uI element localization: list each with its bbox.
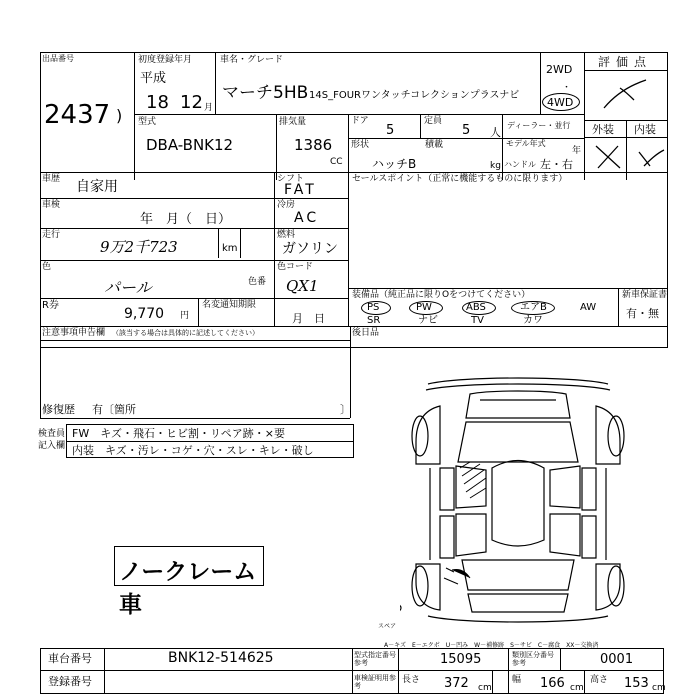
- length-unit: cm: [478, 683, 492, 693]
- ac-label: 冷房: [277, 200, 296, 210]
- handle-label: ハンドル: [504, 160, 536, 169]
- era: 平成: [140, 71, 167, 86]
- yen-unit: 円: [180, 311, 190, 321]
- equip-leather: カワ: [523, 315, 543, 326]
- model-label: 型式: [138, 117, 157, 127]
- type-cert-label: 型式指定番号参考: [354, 651, 396, 667]
- drive-4wd: 4WD: [547, 96, 574, 109]
- equipment-label: 装備品（純正品に限りOをつけてください）: [352, 290, 531, 300]
- cc-unit: CC: [330, 157, 343, 167]
- height: 153: [624, 676, 649, 691]
- class-label: 類別区分番号参考: [512, 651, 554, 667]
- first-reg-month: 12: [180, 92, 203, 113]
- fuel: ガソリン: [282, 241, 338, 257]
- attention-label: 注意事項申告欄: [42, 328, 106, 338]
- mileage-label: 走行: [42, 230, 61, 240]
- shape: ハッチB: [372, 157, 417, 171]
- repair-close: 〕: [340, 403, 351, 416]
- car-name: マーチ5HB: [222, 83, 309, 103]
- first-reg-year: 18: [146, 92, 169, 113]
- car-name-label: 車名・グレード: [220, 55, 284, 65]
- spare-label: スペア: [378, 623, 397, 630]
- kg-unit: kg: [490, 161, 501, 171]
- registration-label: 登録番号: [48, 675, 92, 688]
- sales-point-label: セールスポイント（正常に機能するものに限ります）: [352, 174, 568, 184]
- chassis-label: 車台番号: [48, 652, 92, 665]
- doors: 5: [386, 123, 395, 138]
- inspector-row-1: FW キズ・飛石・ヒビ割・リペア跡・×要: [72, 427, 285, 440]
- fuel-label: 燃料: [277, 230, 296, 240]
- inspection-label: 車検: [42, 200, 61, 210]
- equip-navi: ナビ: [418, 315, 438, 326]
- lot-label: 出品番号: [42, 54, 74, 63]
- equip-abs: ABS: [466, 302, 486, 313]
- inspector-label: 検査員記入欄: [38, 429, 66, 451]
- displacement: 1386: [294, 136, 333, 154]
- recycle-label: R券: [42, 300, 59, 311]
- inspection: 年 月（ 日）: [140, 212, 232, 227]
- length-label: 長さ: [402, 675, 421, 685]
- door-label: ドア: [351, 116, 369, 126]
- class-number: 0001: [600, 652, 634, 667]
- repair-label: 修復歴: [42, 403, 75, 416]
- equip-sr: SR: [367, 315, 381, 326]
- persons-unit: 人: [490, 126, 501, 139]
- lot-number: 2437: [44, 100, 111, 130]
- dealer-label: ディーラー・並行: [507, 121, 571, 130]
- name-change: 月 日: [292, 312, 325, 325]
- drive-2wd: 2WD: [546, 63, 573, 76]
- eval-mark: [600, 76, 650, 114]
- height-unit: cm: [652, 683, 666, 693]
- color-label: 色: [42, 262, 52, 272]
- lot-bracket: ): [116, 106, 123, 125]
- model-year-unit: 年: [572, 146, 582, 156]
- height-label: 高さ: [590, 675, 609, 685]
- first-reg-label: 初度登録年月: [138, 55, 193, 65]
- color-code-label: 色コード: [277, 262, 314, 272]
- drive-dot: ・: [562, 83, 572, 93]
- cert-label: 車検証明用参考: [354, 674, 396, 690]
- capacity-label: 定員: [424, 116, 443, 126]
- width: 166: [540, 676, 565, 691]
- car-grade: 14S_FOURワンタッチコレクションプラスナビ: [309, 90, 520, 101]
- handle: 左・右: [540, 158, 573, 171]
- type-cert: 15095: [440, 652, 482, 667]
- model: DBA-BNK12: [146, 136, 234, 154]
- inspector-row-2: 内装 キズ・汚レ・コゲ・穴・スレ・キレ・破し: [72, 444, 314, 457]
- name-change-label: 名変通知期限: [202, 300, 257, 310]
- warranty-label: 新車保証書: [622, 290, 668, 300]
- load-label: 積載: [425, 140, 444, 150]
- damage-legend: A－キズ E－エクボ U－凹み W－補修跡 S－サビ C－腐食 XX－交換済: [384, 642, 599, 649]
- eval-label: 評価点: [598, 55, 653, 69]
- interior-label: 内装: [634, 123, 656, 136]
- equip-tv: TV: [471, 315, 484, 326]
- repair: 有〔箇所: [92, 403, 136, 416]
- recycle: 9,770: [124, 306, 165, 322]
- later-items-label: 後日品: [352, 328, 380, 338]
- no-claim-stamp: [114, 546, 264, 618]
- width-unit: cm: [570, 683, 584, 693]
- km-unit: km: [222, 243, 238, 254]
- attention-sub: （該当する場合は具体的に記述してください）: [112, 329, 259, 337]
- color-code: QX1: [286, 277, 319, 295]
- no-claim-stamp-text: ノークレーム車: [119, 559, 257, 618]
- equip-pw: PW: [416, 302, 432, 313]
- chassis-number: BNK12-514625: [168, 650, 274, 666]
- exterior-mark: [592, 142, 624, 172]
- shape-label: 形状: [351, 140, 370, 150]
- mileage: 9万2千723: [100, 238, 178, 256]
- ac: AC: [294, 210, 320, 226]
- exterior-label: 外装: [592, 123, 614, 136]
- shift-label: シフト: [277, 174, 305, 184]
- equip-airbag: エアB: [520, 302, 547, 313]
- equip-ps: PS: [367, 302, 380, 313]
- history: 自家用: [76, 179, 118, 195]
- capacity: 5: [462, 123, 471, 138]
- history-label: 車歴: [42, 174, 61, 184]
- width-label: 幅: [512, 675, 522, 685]
- equip-aw: AW: [580, 302, 597, 313]
- car-body-diagram: [400, 372, 636, 630]
- interior-mark: [636, 144, 666, 172]
- color: パール: [104, 278, 152, 297]
- warranty: 有・無: [626, 307, 659, 320]
- shift: FAT: [284, 182, 317, 198]
- length: 372: [444, 676, 469, 691]
- color-no-label: 色番: [248, 277, 267, 287]
- model-year-label: モデル年式: [506, 139, 546, 148]
- first-reg-month-unit: 月: [204, 103, 214, 113]
- displacement-label: 排気量: [279, 117, 307, 127]
